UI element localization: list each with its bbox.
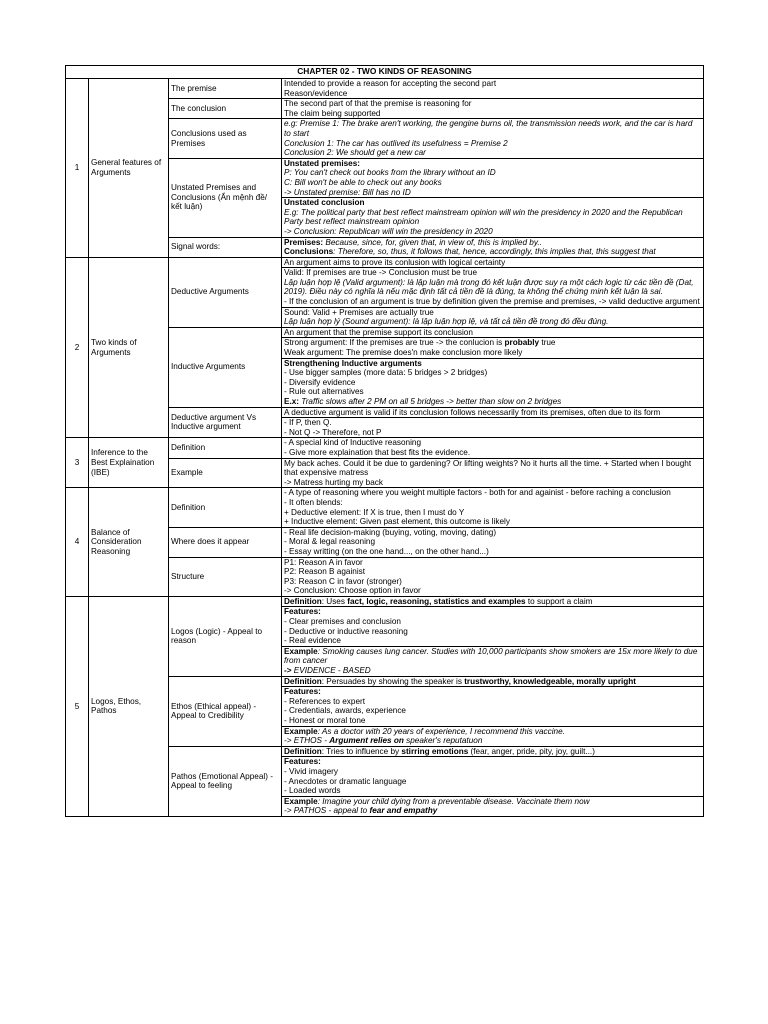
- note-line: [284, 647, 701, 666]
- topic-label: The conclusion: [169, 99, 282, 119]
- topic-content: [282, 338, 704, 358]
- note-segment: : As a doctor with 20 years of experience, I recommend this vaccine.: [317, 726, 565, 736]
- section-name: Logos, Ethos, Pathos: [89, 596, 169, 816]
- note-line: [284, 238, 701, 248]
- topic-content: [282, 158, 704, 197]
- topic-content: [282, 79, 704, 99]
- note-line: Valid: If premises are true -> Conclusion must be true: [284, 268, 478, 278]
- note-line: Weak argument: The premise does'n make conclusion more likely: [284, 348, 523, 358]
- note-line: - If the conclusion of an argument is true by definition given the premise and premises, -> valid deductive argument: [284, 297, 700, 307]
- topic-content: [282, 418, 704, 438]
- note-line: [284, 397, 701, 407]
- note-line: - Real evidence: [284, 636, 341, 646]
- note-segment: Because, since, for, given that, in view of, this is implied by..: [325, 237, 542, 247]
- title-row: [66, 66, 704, 79]
- note-line: - Give more explaination that best fits the evidence.: [284, 447, 471, 457]
- note-line: + Deductive element: If X is true, then I must do Y: [284, 507, 465, 517]
- note-segment: probably: [504, 338, 540, 348]
- topic-content: [282, 407, 704, 418]
- note-line: Unstated conclusion: [284, 198, 365, 208]
- note-line: - Loaded words: [284, 786, 341, 796]
- note-line: + Inductive element: Given past element, this outcome is likely: [284, 517, 510, 527]
- topic-label: The premise: [169, 79, 282, 99]
- table-row: [66, 438, 704, 458]
- note-segment: Premises:: [284, 237, 326, 247]
- note-segment: -> ETHOS -: [284, 736, 330, 746]
- note-segment: : Uses: [321, 596, 348, 606]
- note-segment: Conclusions: [284, 247, 334, 257]
- section-number: 2: [66, 257, 89, 438]
- chapter-title: CHAPTER 02 - TWO KINDS OF REASONING: [66, 66, 704, 79]
- topic-content: [282, 119, 704, 158]
- topic-label: Logos (Logic) - Appeal to reason: [169, 596, 282, 676]
- note-line: - Deductive or inductive reasoning: [284, 626, 408, 636]
- section-number: 1: [66, 79, 89, 258]
- note-line: -> Conclusion: Republican will win the presidency in 2020: [284, 226, 493, 236]
- topic-content: [282, 438, 704, 458]
- section-number: 3: [66, 438, 89, 488]
- section-number: 4: [66, 488, 89, 597]
- note-segment: : Smoking causes lung cancer. Studies with 10,000 participants show smokers are 15x more likely to due from cancer: [284, 646, 698, 666]
- topic-content: [282, 687, 704, 726]
- note-line: C: Bill won't be able to check out any books: [284, 177, 442, 187]
- topic-content: [282, 458, 704, 488]
- note-segment: Example: [284, 726, 318, 736]
- note-line: [284, 338, 701, 348]
- note-line: Features:: [284, 607, 321, 617]
- topic-content: [282, 488, 704, 527]
- note-line: Unstated premises:: [284, 158, 360, 168]
- note-line: - Use bigger samples (more data: 5 bridges > 2 bridges): [284, 368, 488, 378]
- note-line: e.g: Premise 1: The brake aren't working, the gengine burns oil, the transmission needs work, and the car is hard to start: [284, 119, 693, 138]
- table-row: [66, 596, 704, 607]
- topic-content: [282, 237, 704, 257]
- note-line: - Credentials, awards, experience: [284, 706, 406, 716]
- note-line: An argument that the premise support its conclusion: [284, 327, 473, 337]
- table-row: [66, 257, 704, 268]
- note-line: [284, 747, 701, 757]
- note-segment: fear and empathy: [369, 806, 438, 816]
- note-segment: : Imagine your child dying from a preventable disease. Vaccinate them now: [317, 796, 590, 806]
- topic-content: [282, 607, 704, 646]
- note-line: E.g: The political party that best reflect mainstream opinion will win the presidency in 2020 and the Republican Party best reflect mainstream opinion: [284, 207, 683, 227]
- note-segment: Definition: [284, 746, 322, 756]
- note-segment: fact, logic, reasoning, statistics and examples: [347, 596, 526, 606]
- note-segment: Strong argument: If the premises are true -> the conlucion is: [284, 338, 505, 348]
- section-name: General features of Arguments: [89, 79, 169, 258]
- topic-content: [282, 726, 704, 746]
- note-segment: : Therefore, so, thus, it follows that, hence, accordingly, this implies that, this suggest that: [333, 247, 656, 257]
- note-line: P: You can't check out books from the library without an ID: [284, 168, 496, 178]
- note-segment: Definition: [284, 596, 322, 606]
- note-segment: (fear, anger, pride, pity, joy, guilt...): [468, 746, 595, 756]
- topic-content: [282, 307, 704, 327]
- topic-content: [282, 596, 704, 607]
- note-line: - Diversify evidence: [284, 377, 356, 387]
- note-segment: Example: [284, 646, 318, 656]
- note-line: [284, 797, 701, 807]
- section-name: Inference to the Best Explaination (IBE): [89, 438, 169, 488]
- topic-label: Structure: [169, 557, 282, 596]
- topic-content: [282, 557, 704, 596]
- topic-content: [282, 796, 704, 816]
- note-line: - Honest or moral tone: [284, 716, 366, 725]
- note-line: Features:: [284, 687, 321, 697]
- note-line: The claim being supported: [284, 108, 381, 118]
- topic-content: [282, 358, 704, 407]
- note-line: - References to expert: [284, 696, 366, 706]
- note-line: Reason/evidence: [284, 88, 348, 98]
- note-line: An argument aims to prove its conlusion with logical certainty: [284, 257, 506, 267]
- note-line: P1: Reason A in favor: [284, 557, 363, 567]
- note-line: [284, 597, 701, 607]
- topic-label: Definition: [169, 488, 282, 527]
- note-segment: ->: [284, 666, 294, 676]
- note-line: - Essay writting (on the one hand..., on the other hand...): [284, 546, 489, 556]
- topic-label: Unstated Premises and Conclusions (Ẩn mệnh đề/ kết luận): [169, 158, 282, 237]
- topic-content: [282, 757, 704, 796]
- topic-content: [282, 198, 704, 237]
- note-line: A deductive argument is valid if its conclusion follows necessarily from its premises, often due to its form: [284, 407, 661, 417]
- topic-label: Where does it appear: [169, 527, 282, 557]
- note-line: Features:: [284, 757, 321, 767]
- note-line: [284, 677, 701, 687]
- topic-content: [282, 327, 704, 338]
- note-line: My back aches. Could it be due to gardening? Or lifting weights? No it hurts all the time. + Started when I bought that expensive matress: [284, 458, 692, 478]
- table-row: [66, 79, 704, 99]
- topic-label: Example: [169, 458, 282, 488]
- note-segment: stirring emotions: [401, 746, 469, 756]
- note-line: -> Unstated premise: Bill has no ID: [284, 187, 411, 197]
- note-line: [284, 666, 701, 676]
- note-line: - A special kind of Inductive reasoning: [284, 438, 421, 448]
- note-line: - Clear premises and conclusion: [284, 617, 401, 627]
- topic-content: [282, 746, 704, 757]
- note-line: Lập luận hợp lý (Sound argument): là lập luận hợp lệ, và tất cả tiền đề trong đó đều đúng.: [284, 317, 609, 327]
- note-line: Sound: Valid + Premises are actually true: [284, 307, 434, 317]
- section-name: Two kinds of Arguments: [89, 257, 169, 438]
- note-line: - Moral & legal reasoning: [284, 537, 376, 547]
- topic-content: [282, 527, 704, 557]
- topic-label: Inductive Arguments: [169, 327, 282, 407]
- note-segment: Definition: [284, 676, 322, 686]
- chapter-table: [65, 65, 704, 817]
- note-segment: trustworthy, knowledgeable, morally upright: [464, 676, 637, 686]
- note-segment: EVIDENCE - BASED: [293, 666, 371, 676]
- note-segment: -> PATHOS - appeal to: [284, 806, 370, 816]
- note-line: [284, 806, 701, 816]
- note-line: - Anecdotes or dramatic language: [284, 776, 407, 786]
- note-segment: : Tries to influence by: [321, 746, 402, 756]
- topic-label: Deductive argument Vs Inductive argument: [169, 407, 282, 438]
- note-line: P2: Reason B againist: [284, 567, 366, 577]
- topic-content: [282, 268, 704, 307]
- section-name: Balance of Consideration Reasoning: [89, 488, 169, 597]
- note-line: [284, 247, 701, 257]
- note-line: [284, 736, 701, 746]
- topic-content: [282, 99, 704, 119]
- table-row: [66, 488, 704, 527]
- note-line: Intended to provide a reason for accepting the second part: [284, 79, 497, 88]
- topic-label: Ethos (Ethical appeal) - Appeal to Credibility: [169, 676, 282, 746]
- topic-label: Signal words:: [169, 237, 282, 257]
- note-line: - It often blends:: [284, 497, 343, 507]
- note-line: - Rule out alternatives: [284, 387, 364, 397]
- note-line: Strengthening Inductive arguments: [284, 358, 422, 368]
- note-segment: : Persuades by showing the speaker is: [321, 676, 465, 686]
- note-line: Lập luận hợp lệ (Valid argument): là lập luận mà trong đó kết luận được suy ra một cách logic từ các tiền đề (Dat, 2019). Điều này có nghĩa là nếu mặc định tất cả tiền đề là đúng, ta không thể chứng minh kết luận là sai.: [284, 277, 694, 297]
- note-line: Conclusion 2: We should get a new car: [284, 148, 426, 158]
- note-segment: Traffic slows after 2 PM on all 5 bridges -> better than slow on 2 bridges: [299, 397, 562, 406]
- note-line: - Not Q -> Therefore, not P: [284, 427, 382, 437]
- topic-label: Definition: [169, 438, 282, 458]
- note-line: -> Matress hurting my back: [284, 477, 383, 487]
- note-line: - A type of reasoning where you weight multiple factors - both for and againist - before raching a conclusion: [284, 488, 671, 498]
- topic-content: [282, 257, 704, 268]
- note-line: - Real life decision-making (buying, voting, moving, dating): [284, 527, 497, 537]
- note-segment: to support a claim: [525, 596, 593, 606]
- note-segment: Argument relies on: [329, 736, 407, 746]
- note-segment: true: [539, 338, 556, 348]
- note-line: [284, 727, 701, 737]
- note-line: - Vivid imagery: [284, 766, 338, 776]
- reasoning-notes-table: [65, 65, 703, 817]
- note-line: The second part of that the premise is reasoning for: [284, 99, 472, 109]
- topic-label: Pathos (Emotional Appeal) - Appeal to feeling: [169, 746, 282, 816]
- note-line: - If P, then Q.: [284, 418, 332, 428]
- section-number: 5: [66, 596, 89, 816]
- topic-content: [282, 646, 704, 676]
- note-line: Conclusion 1: The car has outlived its usefulness = Premise 2: [284, 138, 508, 148]
- topic-content: [282, 676, 704, 687]
- note-segment: E.x:: [284, 397, 300, 406]
- note-segment: Example: [284, 796, 318, 806]
- note-line: P3: Reason C in favor (stronger): [284, 576, 402, 586]
- table-body: [66, 66, 704, 817]
- topic-label: Conclusions used as Premises: [169, 119, 282, 158]
- note-segment: speaker's reputatuon: [406, 736, 483, 746]
- note-line: -> Conclusion: Choose option in favor: [284, 586, 421, 596]
- topic-label: Deductive Arguments: [169, 257, 282, 327]
